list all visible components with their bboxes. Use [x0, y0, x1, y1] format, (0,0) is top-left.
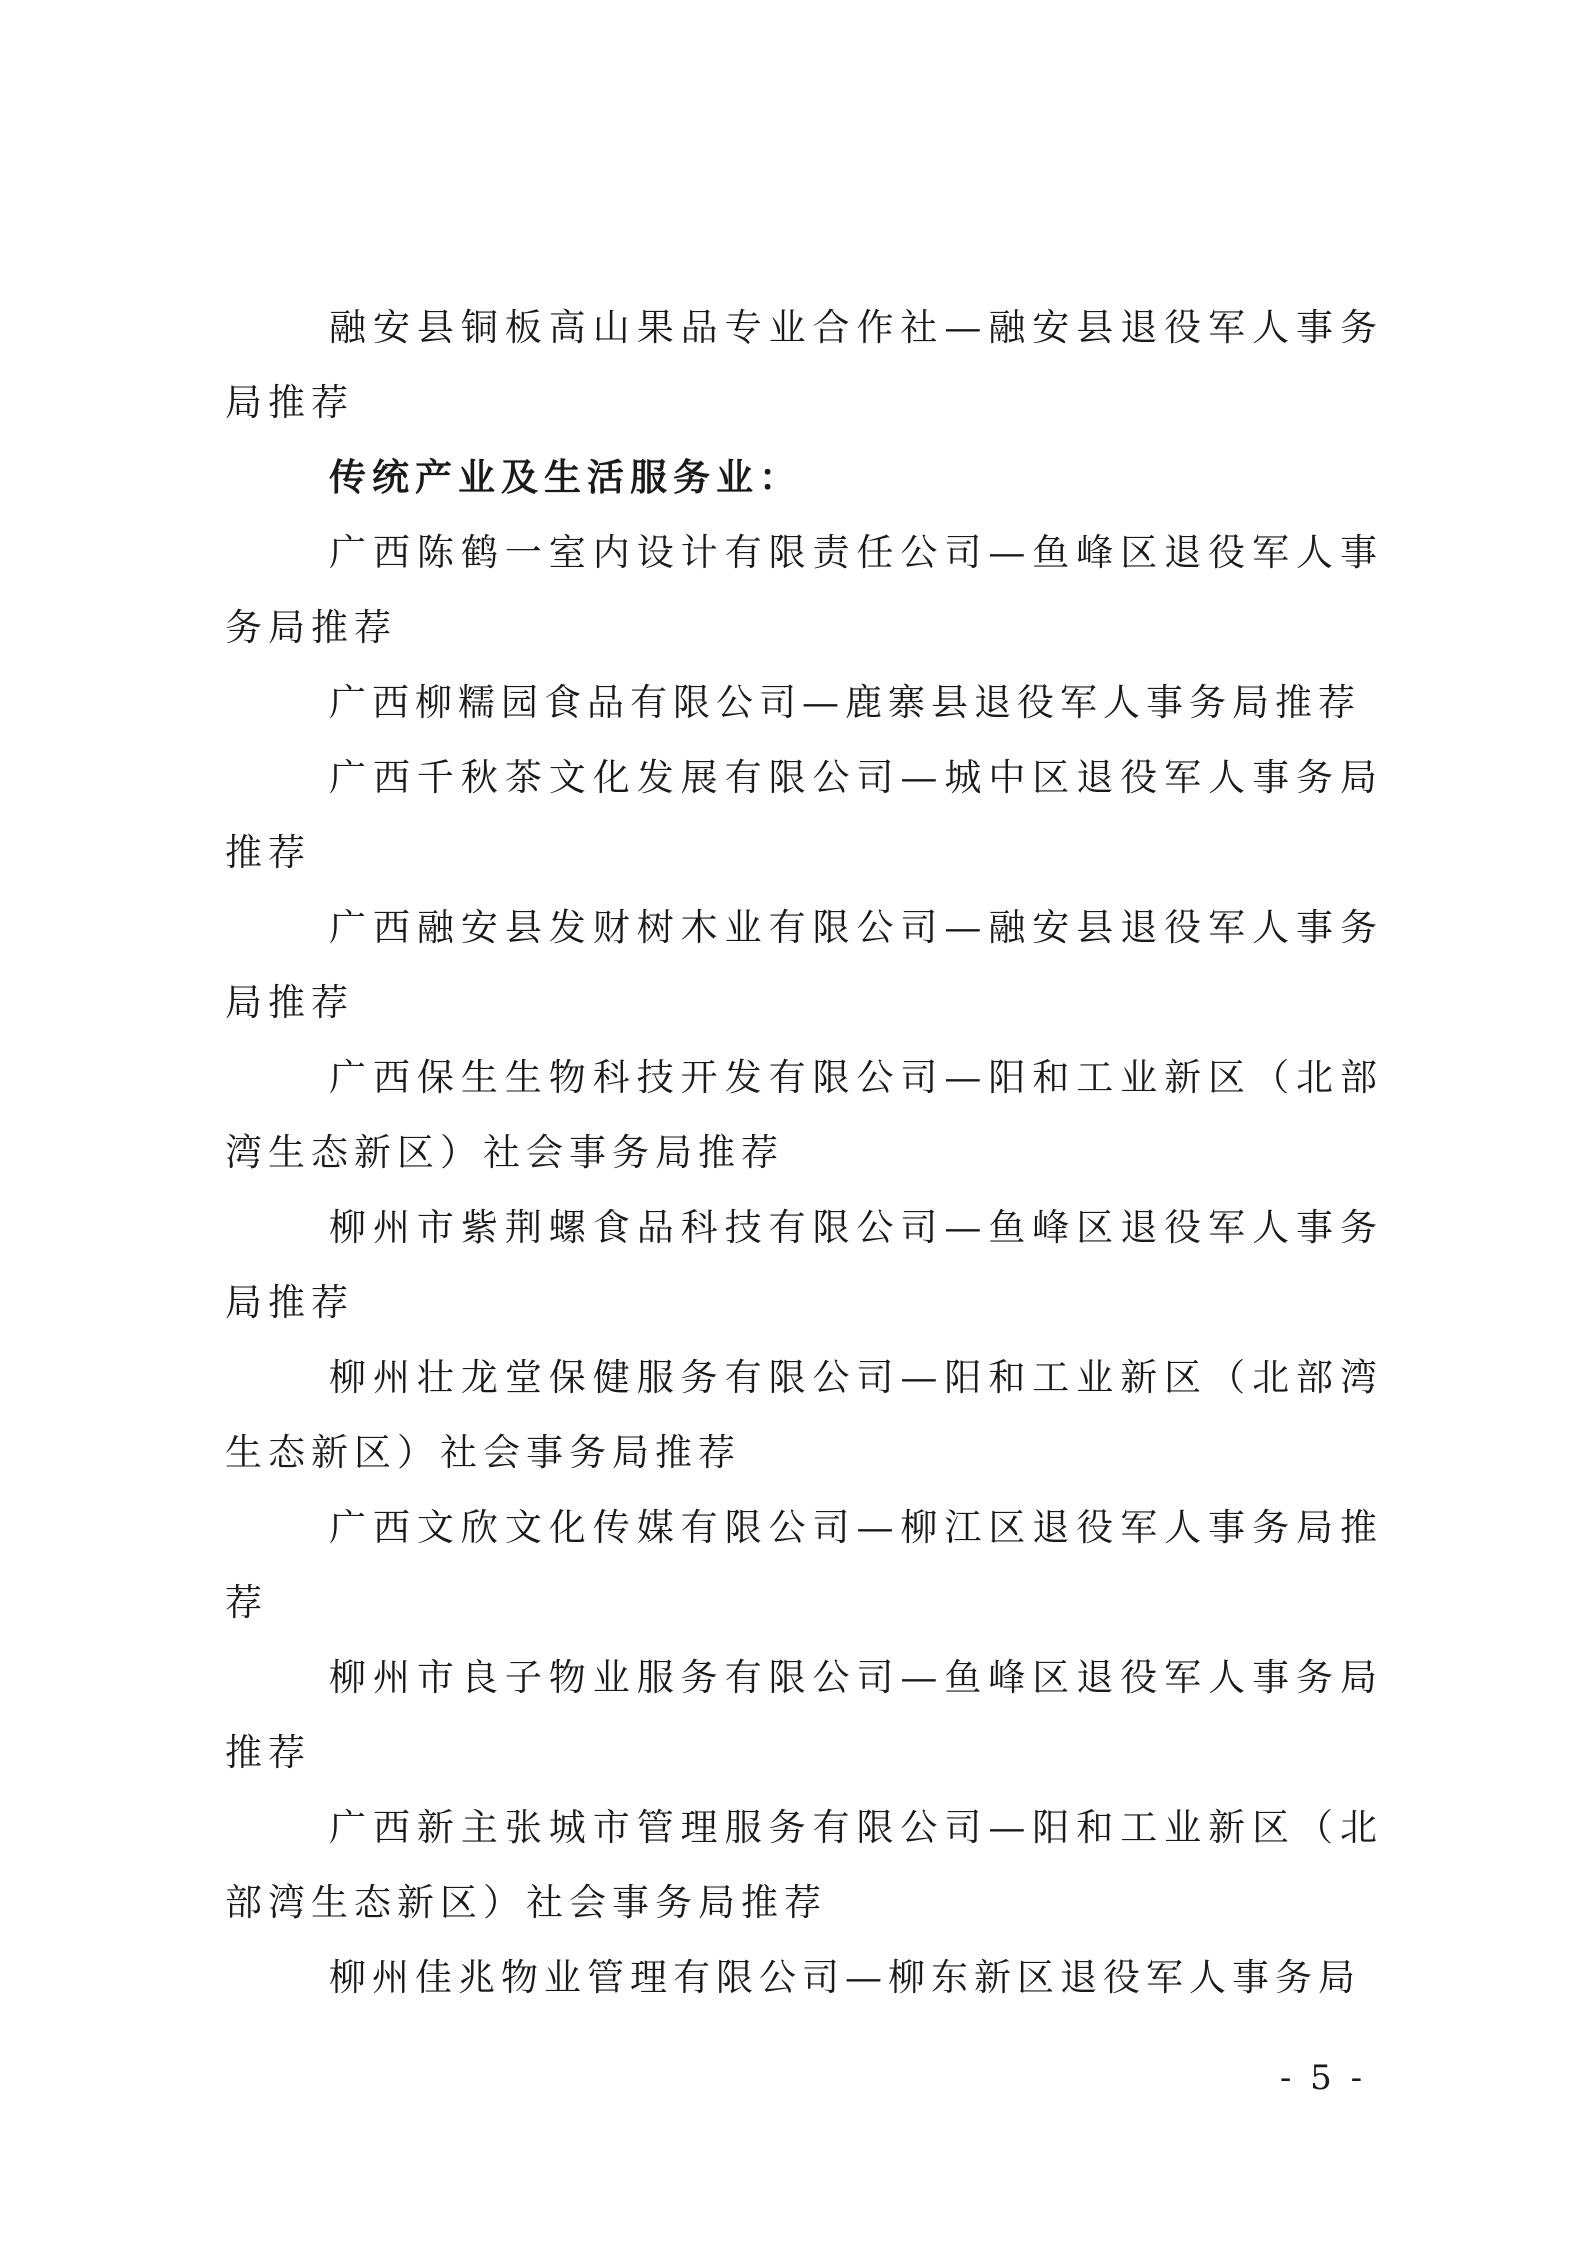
paragraph-item-11: 柳州佳兆物业管理有限公司—柳东新区退役军人事务局 — [329, 1956, 1361, 1999]
paragraph-item-9: 柳州市良子物业服务有限公司—鱼峰区退役军人事务局推荐 — [225, 1656, 1383, 1774]
paragraph-cooperative: 融安县铜板高山果品专业合作社—融安县退役军人事务局推荐 — [225, 306, 1383, 424]
paragraph-item-4: 广西融安县发财树木业有限公司—融安县退役军人事务局推荐 — [225, 906, 1383, 1024]
paragraph-item-6: 柳州市紫荆螺食品科技有限公司—鱼峰区退役军人事务局推荐 — [225, 1206, 1383, 1324]
paragraph-item-5: 广西保生生物科技开发有限公司—阳和工业新区（北部湾生态新区）社会事务局推荐 — [225, 1056, 1383, 1174]
paragraph-item-7: 柳州壮龙堂保健服务有限公司—阳和工业新区（北部湾生态新区）社会事务局推荐 — [225, 1356, 1383, 1474]
section-heading: 传统产业及生活服务业： — [329, 455, 802, 499]
paragraph-item-3: 广西千秋茶文化发展有限公司—城中区退役军人事务局推荐 — [225, 756, 1383, 874]
paragraph-item-8: 广西文欣文化传媒有限公司—柳江区退役军人事务局推荐 — [225, 1506, 1383, 1624]
paragraph-item-10: 广西新主张城市管理服务有限公司—阳和工业新区（北部湾生态新区）社会事务局推荐 — [225, 1806, 1383, 1924]
page-number: - 5 - — [1279, 2058, 1367, 2098]
paragraph-item-1: 广西陈鹤一室内设计有限责任公司—鱼峰区退役军人事务局推荐 — [225, 531, 1383, 649]
paragraph-item-2: 广西柳糯园食品有限公司—鹿寨县退役军人事务局推荐 — [329, 681, 1361, 724]
document-body — [225, 290, 1383, 2015]
